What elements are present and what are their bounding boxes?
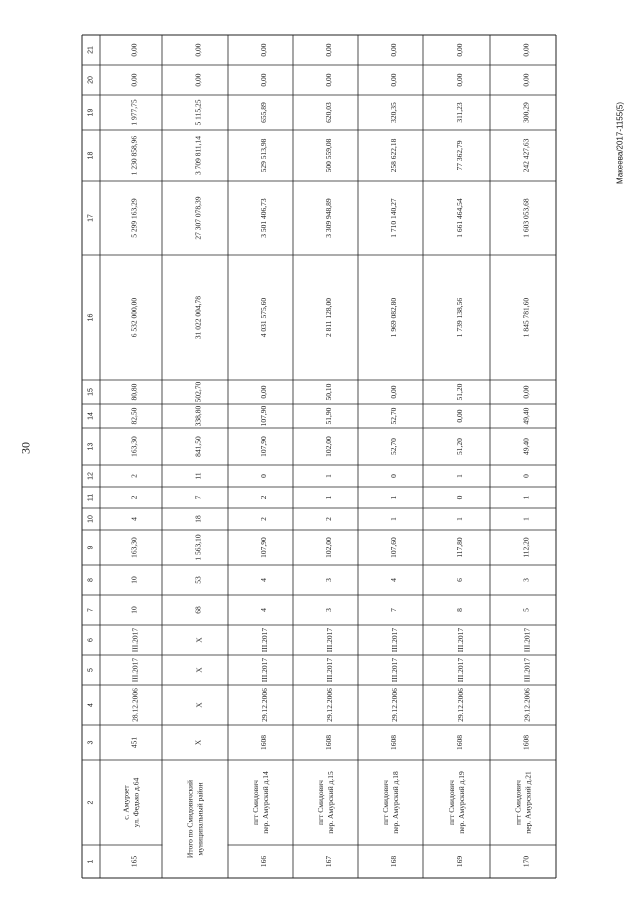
table-cell: 320,35 xyxy=(389,102,398,123)
table-cell: 112,20 xyxy=(521,537,531,558)
table-cell: 3 xyxy=(521,578,531,582)
table-cell: III.2017 xyxy=(260,657,269,683)
table-cell: X xyxy=(194,667,204,673)
column-number-header: 3 xyxy=(87,740,95,745)
table-cell: X xyxy=(194,637,204,643)
table-cell: 10 xyxy=(129,606,139,614)
column-number-header: 8 xyxy=(87,578,95,582)
table-cell: 29.12.2006 xyxy=(522,688,532,722)
table-cell: 1 xyxy=(455,517,464,521)
table-cell: III.2017 xyxy=(456,657,465,683)
page-number: 30 xyxy=(18,442,33,454)
table-cell: 0,00 xyxy=(324,73,333,87)
table-cell: 0,00 xyxy=(129,43,139,57)
column-number-header: 9 xyxy=(87,545,95,550)
table-cell: 102,00 xyxy=(324,537,333,558)
table-cell: 451 xyxy=(129,736,139,749)
column-number-header: 2 xyxy=(87,800,95,805)
table-cell: 1608 xyxy=(259,735,268,750)
table-cell: 655,89 xyxy=(259,102,268,123)
table-cell: 0,00 xyxy=(455,73,464,87)
column-number-header: 21 xyxy=(87,46,95,54)
table-cell: 0,00 xyxy=(455,409,464,423)
table-cell: 3 501 406,73 xyxy=(259,198,268,238)
column-number-header: 16 xyxy=(87,313,95,322)
table-cell: 11 xyxy=(193,472,203,480)
table-cell: 49,40 xyxy=(521,407,531,425)
table-cell: 1 563,10 xyxy=(193,534,203,561)
table-cell: 529 513,98 xyxy=(259,138,268,173)
table-cell: 0 xyxy=(521,474,531,478)
table-cell: 167 xyxy=(324,855,333,868)
table-cell: 0,00 xyxy=(389,385,398,399)
column-number-header: 12 xyxy=(87,472,95,480)
table-cell: 0 xyxy=(389,474,398,478)
table-cell: 0,00 xyxy=(389,43,398,57)
column-number-header: 5 xyxy=(87,668,95,672)
document-code: Макеева/2017-1155(5) xyxy=(615,102,625,184)
table-cell: 2 xyxy=(259,495,268,500)
table-cell: 0,00 xyxy=(455,43,464,57)
table-cell: 50,10 xyxy=(324,383,333,401)
table-cell: III.2017 xyxy=(325,627,334,653)
table-cell: 49,40 xyxy=(521,438,531,455)
table-cell: 51,20 xyxy=(455,383,464,401)
table-cell: 1 661 464,54 xyxy=(455,198,464,238)
table-cell: 163,30 xyxy=(129,436,139,457)
table-cell: 170 xyxy=(521,855,531,868)
table-cell: 3 709 811,14 xyxy=(193,135,203,176)
table-cell: III.2017 xyxy=(130,627,140,653)
table-cell: 3 xyxy=(324,608,333,612)
table-cell: 3 309 948,89 xyxy=(324,198,333,238)
table-cell: с. Амурзет xyxy=(121,785,131,820)
table-cell: 51,90 xyxy=(324,407,333,425)
table-cell: 82,50 xyxy=(129,407,139,425)
table-cell: 166 xyxy=(259,855,268,868)
table-cell: пер. Амурский д.19 xyxy=(457,771,466,834)
table-cell: 0,00 xyxy=(193,73,203,87)
table-cell: 29.12.2006 xyxy=(260,688,269,722)
table-cell: 0,00 xyxy=(389,73,398,87)
table-cell: 338,80 xyxy=(193,405,203,427)
table-cell: X xyxy=(193,739,203,746)
table-cell: 2 xyxy=(129,474,139,478)
table-cell: 107,90 xyxy=(259,436,268,457)
table-cell: 165 xyxy=(129,855,139,868)
table-cell: 0,00 xyxy=(259,385,268,399)
table-cell: пер. Амурский д.21 xyxy=(523,771,533,834)
table-cell: 1 xyxy=(324,495,333,500)
table-cell: 1608 xyxy=(455,735,464,750)
table-cell: III.2017 xyxy=(390,627,399,653)
table-cell: III.2017 xyxy=(260,627,269,653)
table-cell: 1 xyxy=(389,517,398,521)
table-cell: 0,00 xyxy=(259,73,268,87)
table-cell: 4 031 575,60 xyxy=(259,297,268,338)
table-cell: 1 xyxy=(521,495,531,500)
table-cell: пер. Амурский д.18 xyxy=(391,771,400,834)
table-cell: муниципальный район xyxy=(195,782,205,856)
table-cell: 620,03 xyxy=(324,102,333,123)
table-cell: 1608 xyxy=(389,735,398,750)
table-cell: 102,00 xyxy=(324,436,333,457)
table-cell: 1608 xyxy=(521,735,531,750)
table-cell: 1 xyxy=(324,474,333,478)
table-cell: 0 xyxy=(259,474,268,478)
table-cell: 28.12.2006 xyxy=(130,688,140,722)
table-cell: 258 622,18 xyxy=(389,138,398,173)
table-cell: 2 811 128,00 xyxy=(324,297,333,338)
table-cell: 3 xyxy=(324,578,333,582)
table-cell: пгт Смидович xyxy=(316,780,325,825)
table-cell: III.2017 xyxy=(522,657,532,683)
table-cell: 2 xyxy=(129,495,139,500)
table-cell: 311,23 xyxy=(455,102,464,123)
table-cell: пер. Амурский д.14 xyxy=(261,771,270,834)
table-cell: 2 xyxy=(324,517,333,521)
table-cell: пгт Смидович xyxy=(447,780,456,825)
table-cell: 7 xyxy=(193,495,203,500)
table-cell: 52,70 xyxy=(389,407,398,425)
table-cell: 6 532 000,00 xyxy=(129,297,139,338)
column-number-header: 18 xyxy=(87,151,95,160)
column-number-header: 17 xyxy=(87,214,95,222)
table-cell: 163,30 xyxy=(129,537,139,558)
table-cell: 1 710 140,27 xyxy=(389,198,398,238)
table-cell: 7 xyxy=(389,608,398,612)
column-number-header: 15 xyxy=(87,388,95,396)
table-cell: 107,90 xyxy=(259,537,268,558)
table-cell: 0,00 xyxy=(259,43,268,57)
table-cell: X xyxy=(194,702,204,708)
table-cell: 4 xyxy=(129,517,139,521)
column-number-header: 19 xyxy=(87,108,95,117)
table-cell: 52,70 xyxy=(389,438,398,455)
table-cell: 31 022 004,78 xyxy=(193,295,203,340)
table-cell: 0,00 xyxy=(324,43,333,57)
table-cell: 169 xyxy=(455,855,464,868)
table-cell: 0,00 xyxy=(521,73,531,87)
table-cell: ул. Федько д.64 xyxy=(131,777,141,828)
table-cell: 0,00 xyxy=(521,43,531,57)
table-cell: 29.12.2006 xyxy=(390,688,399,722)
table-cell: пгт Смидович xyxy=(513,780,523,825)
table-cell: Итого по Смидовичский xyxy=(185,779,195,859)
table-cell: 0,00 xyxy=(193,43,203,57)
table-cell: 168 xyxy=(389,855,398,868)
table-cell: 300,29 xyxy=(521,102,531,123)
table-cell: 4 xyxy=(389,578,398,582)
column-number-header: 20 xyxy=(87,76,95,84)
table-cell: пгт Смидович xyxy=(251,780,260,825)
table-cell: 502,70 xyxy=(193,381,203,403)
table-cell: 242 427,63 xyxy=(521,138,531,173)
table-cell: 10 xyxy=(129,576,139,584)
table-cell: 53 xyxy=(193,576,203,584)
table-cell: III.2017 xyxy=(456,627,465,653)
table-cell: III.2017 xyxy=(390,657,399,683)
table-cell: 29.12.2006 xyxy=(456,688,465,722)
table-cell: 8 xyxy=(455,608,464,612)
column-number-header: 10 xyxy=(87,515,95,523)
table-cell: 77 362,79 xyxy=(455,140,464,171)
table-cell: 18 xyxy=(193,515,203,523)
table-cell: 4 xyxy=(259,608,268,612)
table-cell: 51,20 xyxy=(455,438,464,455)
column-number-header: 7 xyxy=(87,608,95,612)
table-cell: 6 xyxy=(455,578,464,582)
table-cell: 0,00 xyxy=(521,385,531,399)
table-cell: III.2017 xyxy=(522,627,532,653)
table-cell: 5 115,25 xyxy=(193,99,203,126)
column-number-header: 11 xyxy=(87,493,95,502)
table-cell: III.2017 xyxy=(130,657,140,683)
table-cell: 68 xyxy=(193,606,203,614)
table-cell: 1 xyxy=(521,517,531,521)
table-cell: 1608 xyxy=(324,735,333,750)
table-cell: пгт Смидович xyxy=(381,780,390,825)
table-cell: 500 559,08 xyxy=(324,138,333,173)
table-cell: 1 230 858,96 xyxy=(129,135,139,176)
table-cell: 1 969 082,80 xyxy=(389,297,398,338)
table-cell: 29.12.2006 xyxy=(325,688,334,722)
column-number-header: 4 xyxy=(87,703,95,707)
table-cell: 1 845 781,60 xyxy=(521,297,531,338)
table-cell: пер. Амурский д.15 xyxy=(326,771,335,834)
table-cell: 1 603 053,68 xyxy=(521,198,531,238)
column-number-header: 6 xyxy=(87,638,95,642)
table-cell: 1 977,75 xyxy=(129,99,139,126)
table-cell: 1 739 138,56 xyxy=(455,297,464,338)
table-cell: 107,60 xyxy=(389,537,398,558)
table-cell: 0 xyxy=(455,495,464,500)
table-cell: 80,80 xyxy=(129,383,139,401)
table-cell: 0,00 xyxy=(129,73,139,87)
table-cell: 5 299 163,29 xyxy=(129,198,139,238)
table-cell: 5 xyxy=(521,608,531,612)
table-cell: 4 xyxy=(259,578,268,582)
table-cell: 2 xyxy=(259,517,268,521)
table-cell: III.2017 xyxy=(325,657,334,683)
column-number-header: 14 xyxy=(87,412,95,420)
column-number-header: 1 xyxy=(87,859,95,864)
table-cell: 27 307 078,39 xyxy=(193,196,203,240)
table-cell: 117,80 xyxy=(455,537,464,558)
table-cell: 841,50 xyxy=(193,436,203,457)
table-cell: 107,90 xyxy=(259,405,268,427)
column-number-header: 13 xyxy=(87,442,95,451)
table-cell: 1 xyxy=(455,474,464,478)
table-cell: 1 xyxy=(389,495,398,500)
